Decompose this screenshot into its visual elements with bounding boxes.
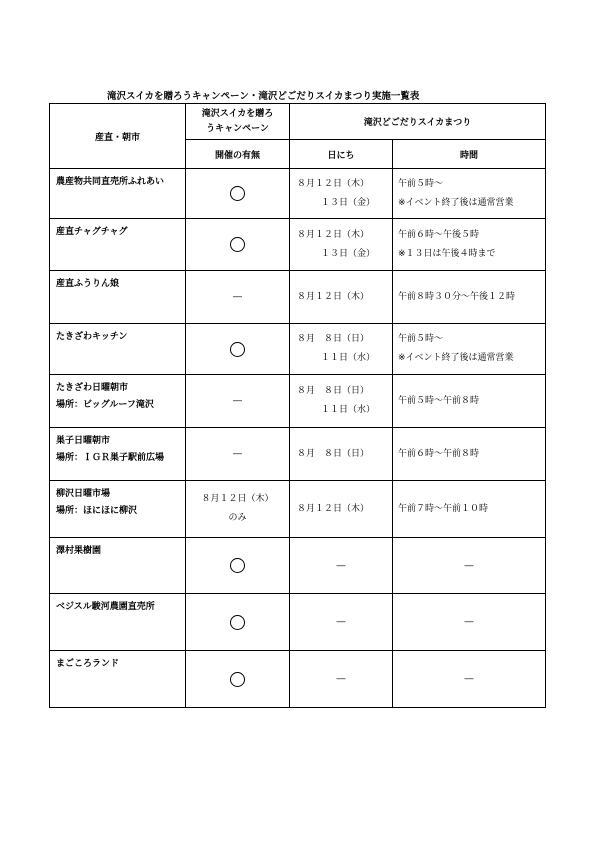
shop-name: 産直チャグチャグ: [56, 227, 128, 237]
header-festival: 滝沢どごだりスイカまつり: [290, 104, 546, 140]
date-cell: ８月 ８日（日）: [290, 428, 393, 481]
shop-name-cell: [50, 219, 186, 271]
time-cell: ―: [393, 594, 546, 651]
shop-name: まごころランド: [56, 659, 120, 669]
table-row: [50, 481, 546, 538]
shop-name: 産直ふうりん娘: [56, 279, 120, 289]
campaign-cell: [186, 219, 290, 271]
table-row: [50, 428, 546, 481]
shop-name-cell: [50, 651, 186, 708]
document-title: 滝沢スイカを贈ろうキャンペーン・滝沢どごだりスイカまつり実施一覧表: [107, 91, 420, 102]
shop-location: 場所：ＩＧＲ巣子駅前広場: [56, 453, 165, 463]
date-cell: ―: [290, 538, 393, 594]
campaign-cell: [186, 651, 290, 708]
date-cell: ８月１２日（木）: [290, 481, 393, 538]
time-cell: ―: [393, 651, 546, 708]
date-cell: ８月１２日（木） １３日（金）: [290, 169, 393, 219]
header-row-1: [50, 104, 546, 140]
shop-location: 場所：ほにほに柳沢: [56, 506, 138, 516]
table-row: [50, 651, 546, 708]
table-row: [50, 169, 546, 219]
campaign-cell: ―: [186, 375, 290, 428]
shop-name-cell: [50, 594, 186, 651]
time-cell: 午前６時～午前８時: [393, 428, 546, 481]
shop-name: たきざわ日曜朝市: [56, 383, 129, 393]
header-campaign: 滝沢スイカを贈ろ うキャンペーン: [186, 104, 290, 140]
shop-name: たきざわキッチン: [56, 332, 128, 342]
date-cell: ―: [290, 651, 393, 708]
date-cell: ８月 ８日（日） １１日（水）: [290, 375, 393, 428]
festival-table: [49, 103, 546, 708]
held-circle-icon: [230, 672, 245, 687]
campaign-cell: [186, 169, 290, 219]
campaign-cell: [186, 538, 290, 594]
shop-name-cell: [50, 481, 186, 538]
shop-location: 場所：ビッグルーフ滝沢: [56, 400, 154, 410]
shop-name: ベジスル駿河農園直売所: [56, 602, 155, 612]
header-time: 時間: [393, 140, 546, 169]
shop-name-cell: [50, 271, 186, 324]
shop-name-cell: [50, 169, 186, 219]
date-cell: ８月１２日（木） １３日（金）: [290, 219, 393, 271]
header-shop: 産直・朝市: [50, 104, 186, 169]
date-cell: ―: [290, 594, 393, 651]
time-cell: 午前７時～午前１０時: [393, 481, 546, 538]
time-cell: 午前５時～ ※イベント終了後は通常営業: [393, 169, 546, 219]
table-row: [50, 219, 546, 271]
shop-name: 巣子日曜朝市: [56, 436, 111, 446]
campaign-cell: ―: [186, 428, 290, 481]
campaign-cell: ―: [186, 271, 290, 324]
held-circle-icon: [230, 558, 245, 573]
table-row: [50, 538, 546, 594]
held-circle-icon: [230, 615, 245, 630]
date-cell: ８月１２日（木）: [290, 271, 393, 324]
time-cell: 午前６時～午後５時 ※１３日は午後４時まで: [393, 219, 546, 271]
date-cell: ８月 ８日（日） １１日（水）: [290, 324, 393, 375]
table-row: [50, 324, 546, 375]
time-cell: ―: [393, 538, 546, 594]
campaign-cell: [186, 324, 290, 375]
table-row: [50, 375, 546, 428]
shop-name: 澤村果樹園: [56, 546, 102, 556]
campaign-cell: ８月１２日（木） のみ: [186, 481, 290, 538]
time-cell: 午前８時３０分～午後１２時: [393, 271, 546, 324]
table-row: [50, 594, 546, 651]
shop-name: 柳沢日曜市場: [56, 489, 111, 499]
shop-name-cell: [50, 324, 186, 375]
table-row: [50, 271, 546, 324]
shop-name: 農産物共同直売所ふれあい: [56, 177, 165, 187]
time-cell: 午前５時～午前８時: [393, 375, 546, 428]
time-cell: 午前５時～ ※イベント終了後は通常営業: [393, 324, 546, 375]
shop-name-cell: [50, 428, 186, 481]
header-held: 開催の有無: [186, 140, 290, 169]
held-circle-icon: [230, 342, 245, 357]
held-circle-icon: [230, 186, 245, 201]
shop-name-cell: [50, 375, 186, 428]
held-circle-icon: [230, 237, 245, 252]
campaign-cell: [186, 594, 290, 651]
shop-name-cell: [50, 538, 186, 594]
header-date: 日にち: [290, 140, 393, 169]
